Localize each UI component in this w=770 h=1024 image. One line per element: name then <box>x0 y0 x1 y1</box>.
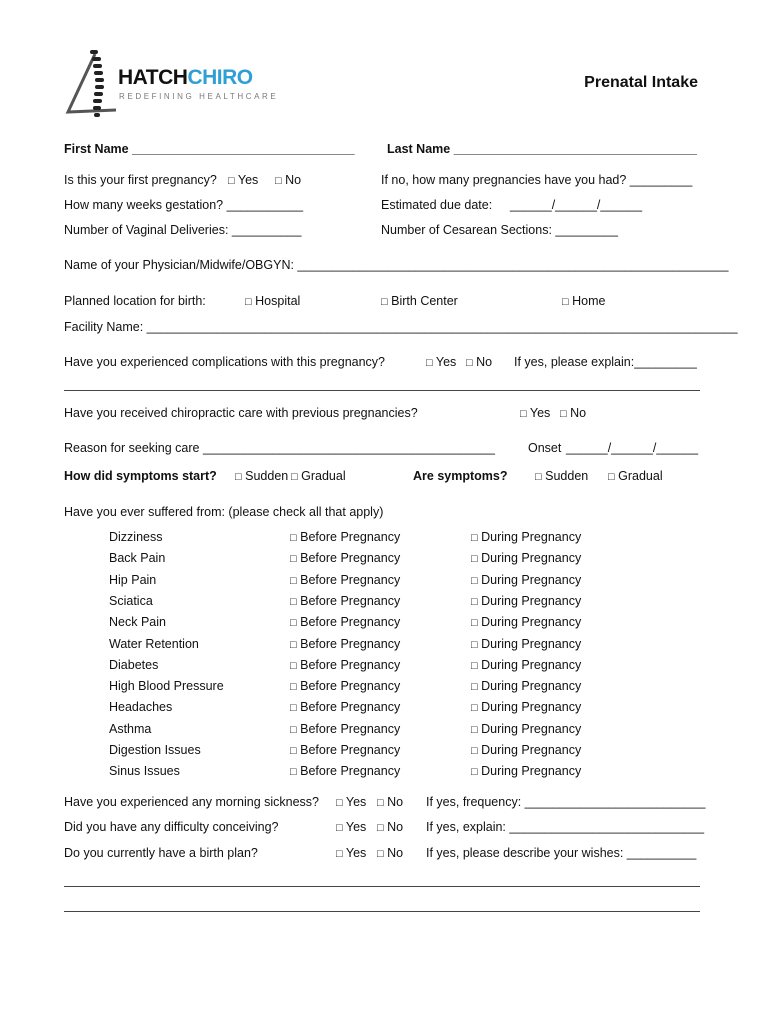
before-pregnancy-checkbox[interactable]: □ Before Pregnancy <box>290 637 401 651</box>
checkbox-icon: □ <box>290 724 297 736</box>
condition-label: Back Pain <box>109 551 166 565</box>
onset-field[interactable]: ______/______/______ <box>566 441 699 455</box>
during-pregnancy-checkbox[interactable]: □ During Pregnancy <box>471 764 582 778</box>
frequency-field[interactable]: If yes, frequency: __________________________ <box>426 795 706 809</box>
checkbox-icon: □ <box>608 471 615 483</box>
first-pregnancy-no[interactable]: □ No <box>275 173 302 187</box>
condition-row-label <box>109 551 165 565</box>
during-pregnancy-checkbox[interactable]: □ During Pregnancy <box>471 573 582 587</box>
are-symptoms-question: Are symptoms? <box>413 469 508 483</box>
checkbox-icon: □ <box>471 575 478 587</box>
checkbox-icon: □ <box>290 553 297 565</box>
during-pregnancy-checkbox[interactable]: □ During Pregnancy <box>471 615 582 629</box>
checkbox-icon: □ <box>471 766 478 778</box>
condition-row-label <box>109 722 151 736</box>
conceiving-explain-field[interactable]: If yes, explain: ____________________________ <box>426 820 705 834</box>
checkbox-icon: □ <box>275 175 282 187</box>
checkbox-icon: □ <box>336 797 343 809</box>
before-pregnancy-checkbox[interactable]: □ Before Pregnancy <box>290 530 401 544</box>
explain-line[interactable] <box>64 390 700 391</box>
condition-label: Digestion Issues <box>109 743 201 757</box>
pregnancies-count-field[interactable]: If no, how many pregnancies have you had? _________ <box>381 173 693 187</box>
condition-row-label <box>109 658 158 672</box>
conceiving-question: Did you have any difficulty conceiving? <box>64 820 279 834</box>
checkbox-icon: □ <box>471 639 478 651</box>
symptoms-gradual[interactable]: □ Gradual <box>608 469 663 483</box>
condition-label: Asthma <box>109 722 152 736</box>
brand-chiro: CHIRO <box>187 66 253 89</box>
condition-row-label <box>109 573 156 587</box>
checkbox-icon: □ <box>560 408 567 420</box>
morning-sickness-no[interactable]: □ No <box>377 795 404 809</box>
complications-no[interactable]: □ No <box>466 355 493 369</box>
checkbox-icon: □ <box>471 724 478 736</box>
condition-row-label <box>109 700 172 714</box>
checkbox-icon: □ <box>228 175 235 187</box>
during-pregnancy-checkbox[interactable]: □ During Pregnancy <box>471 594 582 608</box>
due-date-label: Estimated due date: <box>381 198 493 212</box>
checkbox-icon: □ <box>471 702 478 714</box>
checkbox-icon: □ <box>426 357 433 369</box>
facility-name-field[interactable]: Facility Name: _____________________________________________________________________________________ <box>64 320 738 334</box>
location-home[interactable]: □ Home <box>562 294 606 308</box>
first-name-field[interactable]: First Name ________________________________ <box>64 142 355 156</box>
checkbox-icon: □ <box>471 596 478 608</box>
birth-plan-yes[interactable]: □ Yes <box>336 846 367 860</box>
checkbox-icon: □ <box>245 296 252 308</box>
condition-label: Diabetes <box>109 658 159 672</box>
during-pregnancy-checkbox[interactable]: □ During Pregnancy <box>471 551 582 565</box>
checkbox-icon: □ <box>290 532 297 544</box>
birth-plan-no[interactable]: □ No <box>377 846 404 860</box>
during-pregnancy-checkbox[interactable]: □ During Pregnancy <box>471 658 582 672</box>
wishes-line-1[interactable] <box>64 886 700 887</box>
condition-row-label <box>109 679 224 693</box>
location-birth-center[interactable]: □ Birth Center <box>381 294 458 308</box>
birth-plan-question: Do you currently have a birth plan? <box>64 846 258 860</box>
last-name-field[interactable]: Last Name ___________________________________ <box>387 142 698 156</box>
morning-sickness-yes[interactable]: □ Yes <box>336 795 367 809</box>
before-pregnancy-checkbox[interactable]: □ Before Pregnancy <box>290 700 401 714</box>
condition-row-label <box>109 615 166 629</box>
condition-label: Hip Pain <box>109 573 157 587</box>
checkbox-icon: □ <box>377 848 384 860</box>
due-date-field[interactable]: ______/______/______ <box>510 198 643 212</box>
checkbox-icon: □ <box>471 553 478 565</box>
chiro-care-no[interactable]: □ No <box>560 406 587 420</box>
start-gradual[interactable]: □ Gradual <box>291 469 346 483</box>
during-pregnancy-checkbox[interactable]: □ During Pregnancy <box>471 743 582 757</box>
condition-label: Water Retention <box>109 637 199 651</box>
vaginal-deliveries-field[interactable]: Number of Vaginal Deliveries: __________ <box>64 223 302 237</box>
before-pregnancy-checkbox[interactable]: □ Before Pregnancy <box>290 743 401 757</box>
morning-sickness-question: Have you experienced any morning sickness? <box>64 795 319 809</box>
onset-label: Onset <box>528 441 562 455</box>
before-pregnancy-checkbox[interactable]: □ Before Pregnancy <box>290 594 401 608</box>
during-pregnancy-checkbox[interactable]: □ During Pregnancy <box>471 700 582 714</box>
first-pregnancy-question: Is this your first pregnancy? <box>64 173 217 187</box>
condition-row-label <box>109 764 180 778</box>
physician-field[interactable]: Name of your Physician/Midwife/OBGYN: ______________________________________________________________ <box>64 258 729 272</box>
condition-label: Sciatica <box>109 594 153 608</box>
checkbox-icon: □ <box>377 797 384 809</box>
during-pregnancy-checkbox[interactable]: □ During Pregnancy <box>471 637 582 651</box>
reason-field[interactable]: Reason for seeking care __________________________________________ <box>64 441 495 455</box>
before-pregnancy-checkbox[interactable]: □ Before Pregnancy <box>290 615 401 629</box>
conceiving-yes[interactable]: □ Yes <box>336 820 367 834</box>
checkbox-icon: □ <box>471 617 478 629</box>
wishes-field[interactable]: If yes, please describe your wishes: __________ <box>426 846 697 860</box>
complications-yes[interactable]: □ Yes <box>426 355 457 369</box>
cesarean-sections-field[interactable]: Number of Cesarean Sections: _________ <box>381 223 618 237</box>
checkbox-icon: □ <box>290 660 297 672</box>
checkbox-icon: □ <box>290 766 297 778</box>
condition-label: Sinus Issues <box>109 764 180 778</box>
planned-location-label: Planned location for birth: <box>64 294 206 308</box>
condition-row-label <box>109 743 201 757</box>
condition-row-label <box>109 530 163 544</box>
checkbox-icon: □ <box>290 702 297 714</box>
checkbox-icon: □ <box>291 471 298 483</box>
conceiving-no[interactable]: □ No <box>377 820 404 834</box>
checkbox-icon: □ <box>466 357 473 369</box>
checkbox-icon: □ <box>290 639 297 651</box>
checkbox-icon: □ <box>336 848 343 860</box>
checkbox-icon: □ <box>535 471 542 483</box>
checkbox-icon: □ <box>471 660 478 672</box>
checkbox-icon: □ <box>471 745 478 757</box>
checkbox-icon: □ <box>290 617 297 629</box>
condition-label: Dizziness <box>109 530 163 544</box>
condition-label: High Blood Pressure <box>109 679 224 693</box>
history-intro: Have you ever suffered from: (please check all that apply) <box>64 505 384 519</box>
before-pregnancy-checkbox[interactable]: □ Before Pregnancy <box>290 551 401 565</box>
before-pregnancy-checkbox[interactable]: □ Before Pregnancy <box>290 722 401 736</box>
condition-row-label <box>109 637 199 651</box>
chiro-care-yes[interactable]: □ Yes <box>520 406 551 420</box>
before-pregnancy-checkbox[interactable]: □ Before Pregnancy <box>290 679 401 693</box>
brand-tagline: REDEFINING HEALTHCARE <box>119 92 279 101</box>
during-pregnancy-checkbox[interactable]: □ During Pregnancy <box>471 530 582 544</box>
checkbox-icon: □ <box>562 296 569 308</box>
checkbox-icon: □ <box>381 296 388 308</box>
symptoms-start-question: How did symptoms start? <box>64 469 217 483</box>
location-hospital[interactable]: □ Hospital <box>245 294 301 308</box>
checkbox-icon: □ <box>377 822 384 834</box>
first-pregnancy-yes[interactable]: □ Yes <box>228 173 259 187</box>
checkbox-icon: □ <box>336 822 343 834</box>
before-pregnancy-checkbox[interactable]: □ Before Pregnancy <box>290 764 401 778</box>
checkbox-icon: □ <box>471 681 478 693</box>
page-title: Prenatal Intake <box>584 74 698 91</box>
chiro-care-question: Have you received chiropractic care with previous pregnancies? <box>64 406 418 420</box>
condition-row-label <box>109 594 153 608</box>
checkbox-icon: □ <box>290 575 297 587</box>
brand-name <box>118 66 253 90</box>
during-pregnancy-checkbox[interactable]: □ During Pregnancy <box>471 722 582 736</box>
wishes-line-2[interactable] <box>64 911 700 912</box>
condition-label: Neck Pain <box>109 615 166 629</box>
complications-question: Have you experienced complications with this pregnancy? <box>64 355 386 369</box>
during-pregnancy-checkbox[interactable]: □ During Pregnancy <box>471 679 582 693</box>
checkbox-icon: □ <box>235 471 242 483</box>
checkbox-icon: □ <box>290 681 297 693</box>
weeks-gestation-field[interactable]: How many weeks gestation? ___________ <box>64 198 304 212</box>
condition-label: Headaches <box>109 700 173 714</box>
checkbox-icon: □ <box>471 532 478 544</box>
before-pregnancy-checkbox[interactable]: □ Before Pregnancy <box>290 658 401 672</box>
checkbox-icon: □ <box>290 745 297 757</box>
complications-explain-field[interactable]: If yes, please explain:_________ <box>514 355 697 369</box>
start-sudden[interactable]: □ Sudden <box>235 469 289 483</box>
checkbox-icon: □ <box>520 408 527 420</box>
before-pregnancy-checkbox[interactable]: □ Before Pregnancy <box>290 573 401 587</box>
checkbox-icon: □ <box>290 596 297 608</box>
brand-hatch: HATCH <box>118 66 188 89</box>
symptoms-sudden[interactable]: □ Sudden <box>535 469 589 483</box>
